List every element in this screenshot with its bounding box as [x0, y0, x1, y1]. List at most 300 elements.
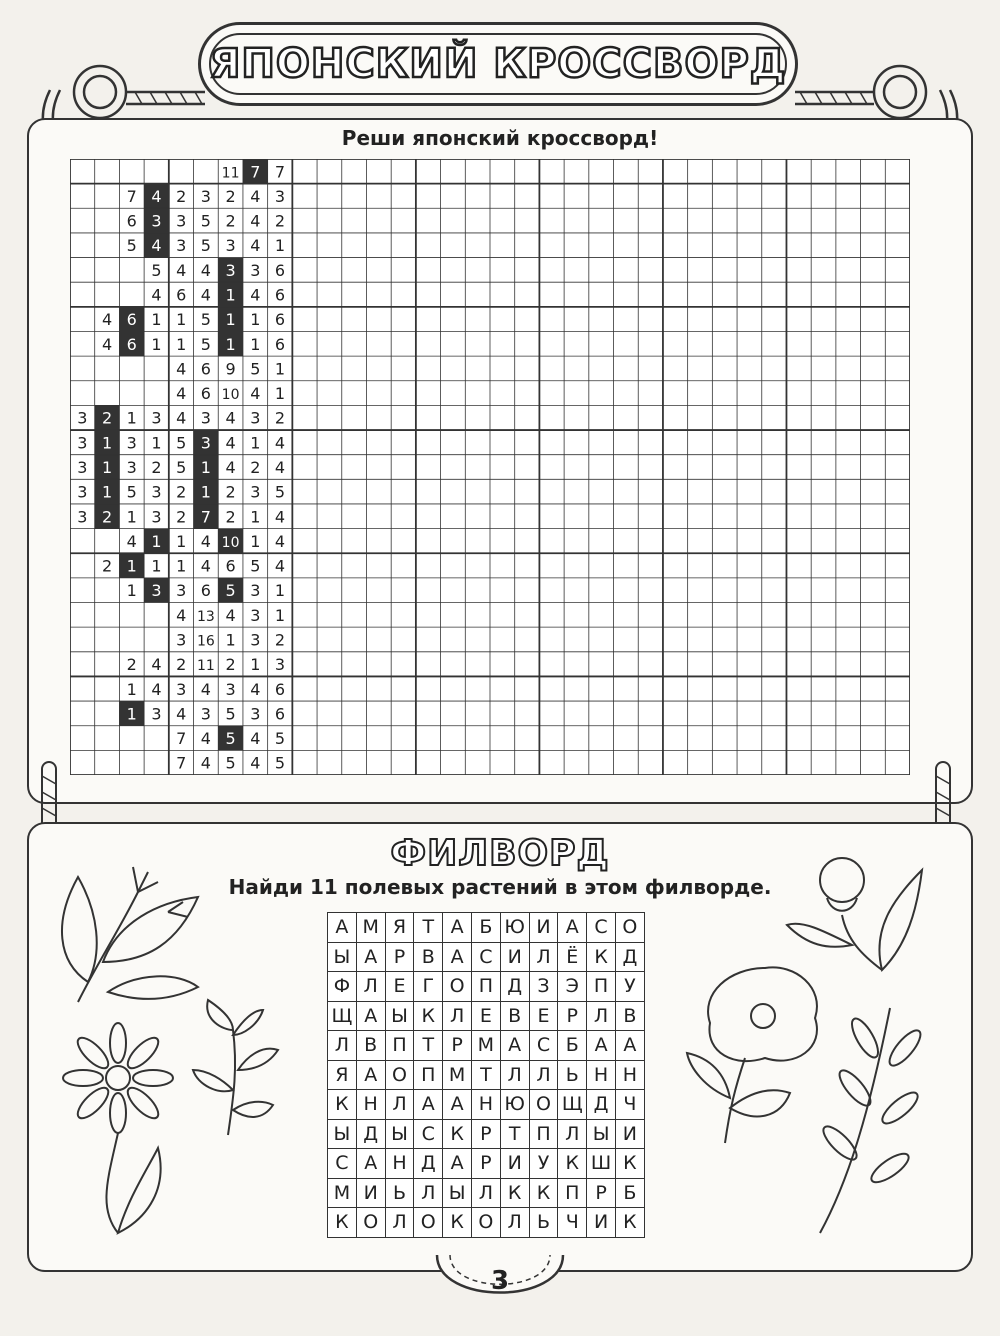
row-clue: [127, 433, 137, 452]
wordsearch-cell: И: [587, 1208, 616, 1238]
row-clue: [250, 507, 260, 526]
row-clue: [176, 310, 186, 329]
row-clue: [176, 384, 186, 403]
row-clue-text: 5: [225, 729, 236, 749]
row-clue-text: 4: [200, 260, 211, 280]
row-clue-text: 1: [274, 359, 286, 379]
wordsearch-row: [328, 913, 645, 943]
wordsearch-cell: В: [615, 1001, 644, 1031]
row-clue-text: 5: [225, 753, 236, 773]
wordsearch-cell: О: [615, 913, 644, 943]
row-clue-text: 4: [151, 655, 162, 675]
row-clue-text: 4: [274, 507, 286, 527]
row-clue: [275, 212, 285, 231]
row-clue-text: 3: [200, 408, 211, 428]
row-clue: [250, 212, 260, 231]
row-clue: [102, 310, 112, 329]
row-clue-text: 4: [176, 704, 187, 724]
row-clue-text: 5: [200, 236, 211, 256]
row-clue-text: 2: [126, 655, 137, 675]
row-clue-text: 2: [225, 507, 236, 527]
row-clue: [144, 578, 169, 603]
wordsearch-cell: Л: [471, 1178, 500, 1208]
wordsearch-cell: Ы: [328, 942, 357, 972]
wordsearch-grid: [327, 912, 645, 1238]
row-clue-text: 3: [250, 605, 261, 625]
row-clue-text: 5: [274, 482, 286, 502]
row-clue: [176, 581, 186, 600]
wordsearch-cell: С: [471, 942, 500, 972]
row-clue: [127, 458, 137, 477]
wordsearch-cell: Б: [558, 1031, 587, 1061]
row-clue: [225, 212, 235, 231]
row-clue-text: 1: [101, 482, 113, 502]
row-clue-text: 3: [200, 704, 211, 724]
wordsearch-cell: Т: [414, 913, 443, 943]
row-clue-text: 1: [126, 507, 137, 527]
row-clue: [250, 409, 260, 428]
row-clue: [176, 433, 186, 452]
wordsearch-cell: К: [615, 1149, 644, 1179]
row-clue-text: 1: [151, 334, 162, 354]
row-clue: [218, 331, 243, 356]
row-clue: [77, 409, 87, 428]
row-clue-text: 1: [126, 408, 137, 428]
row-clue-text: 1: [151, 433, 162, 453]
row-clue-text: 4: [250, 679, 261, 699]
row-clue: [77, 507, 87, 526]
row-clue: [176, 532, 186, 551]
row-clue: [225, 606, 235, 625]
row-clue-text: 4: [250, 236, 261, 256]
row-clue: [218, 307, 243, 332]
row-clue: [275, 630, 285, 649]
row-clue-text: 7: [200, 507, 211, 527]
wordsearch-cell: К: [500, 1178, 529, 1208]
row-clue: [176, 335, 186, 354]
row-clue-text: 5: [200, 310, 211, 330]
row-clue: [127, 680, 137, 699]
row-clue-text: 5: [200, 334, 211, 354]
row-clue-text: 3: [225, 236, 236, 256]
row-clue-text: 3: [77, 408, 88, 428]
row-clue: [218, 529, 243, 554]
row-clue-text: 2: [176, 186, 187, 206]
row-clue-text: 1: [126, 704, 137, 724]
row-clue: [119, 331, 144, 356]
wordsearch-cell: А: [443, 1149, 472, 1179]
row-clue: [176, 630, 186, 649]
wordsearch-cell: Б: [471, 913, 500, 943]
row-clue: [275, 680, 285, 699]
row-clue-text: 3: [200, 433, 211, 453]
row-clue: [250, 433, 260, 452]
wordsearch-cell: М: [443, 1060, 472, 1090]
row-clue-text: 1: [274, 605, 286, 625]
wordsearch-cell: И: [500, 942, 529, 972]
row-clue: [225, 655, 235, 674]
wordsearch-cell: Е: [385, 972, 414, 1002]
row-clue-text: 4: [101, 334, 113, 354]
row-clue-text: 4: [126, 531, 137, 551]
wordsearch-cell: А: [500, 1031, 529, 1061]
row-clue-text: 7: [176, 729, 187, 749]
wordsearch-cell: Щ: [328, 1001, 357, 1031]
row-clue: [225, 458, 235, 477]
wordsearch-row: [328, 1090, 645, 1120]
wordsearch-cell: Ь: [385, 1178, 414, 1208]
row-clue: [194, 479, 219, 504]
wordsearch-cell: А: [615, 1031, 644, 1061]
wordsearch-cell: Р: [443, 1031, 472, 1061]
wordsearch-cell: У: [615, 972, 644, 1002]
leafy-sprig-icon: [810, 998, 930, 1238]
row-clue: [144, 208, 169, 233]
row-clue-text: 1: [225, 334, 236, 354]
row-clue-text: 7: [176, 753, 187, 773]
row-clue-text: 6: [274, 679, 286, 699]
row-clue: [201, 359, 211, 378]
row-clue-text: 4: [176, 260, 187, 280]
wordsearch-row: [328, 1031, 645, 1061]
row-clue: [225, 507, 235, 526]
wordsearch-cell: Д: [587, 1090, 616, 1120]
row-clue-text: 3: [274, 186, 286, 206]
row-clue: [176, 507, 186, 526]
wordsearch-cell: О: [471, 1208, 500, 1238]
row-clue-text: 2: [151, 458, 162, 477]
wordsearch-cell: И: [356, 1178, 385, 1208]
row-clue-text: 1: [274, 384, 286, 404]
row-clue-text: 1: [176, 556, 187, 576]
row-clue-text: 16: [196, 633, 215, 650]
row-clue-text: 4: [250, 211, 261, 231]
row-clue-text: 4: [176, 384, 187, 404]
row-clue-text: 1: [151, 531, 162, 551]
row-clue: [77, 458, 87, 477]
row-clue: [127, 581, 137, 600]
row-clue: [201, 729, 211, 748]
row-clue: [151, 433, 161, 452]
row-clue-text: 2: [176, 507, 187, 527]
row-clue: [275, 532, 285, 551]
row-clue: [151, 310, 161, 329]
daisy-flower-icon: [58, 1018, 178, 1238]
row-clue-text: 2: [225, 655, 236, 675]
row-clue-text: 3: [151, 408, 162, 428]
row-clue-text: 5: [126, 482, 137, 502]
row-clue: [201, 754, 211, 773]
wordsearch-cell: Ы: [443, 1178, 472, 1208]
row-clue-text: 1: [200, 482, 211, 502]
row-clue-text: 3: [77, 482, 88, 502]
row-clue-text: 1: [225, 285, 236, 305]
row-clue: [77, 483, 87, 502]
row-clue-text: 5: [274, 729, 286, 749]
row-clue-text: 4: [274, 458, 286, 477]
row-clue: [176, 606, 186, 625]
row-clue: [218, 258, 243, 283]
row-clue-text: 6: [225, 556, 236, 576]
row-clue: [176, 212, 186, 231]
row-clue: [176, 704, 186, 723]
wordsearch-cell: Т: [414, 1031, 443, 1061]
row-clue-text: 3: [151, 704, 162, 724]
row-clue: [250, 754, 260, 773]
row-clue: [127, 409, 137, 428]
row-clue: [218, 282, 243, 307]
row-clue: [151, 557, 161, 576]
wordsearch-cell: О: [356, 1208, 385, 1238]
row-clue: [225, 433, 235, 452]
row-clue: [225, 754, 235, 773]
row-clue: [151, 458, 161, 477]
wordsearch-cell: Л: [529, 942, 558, 972]
wordsearch-cell: Ю: [500, 913, 529, 943]
wordsearch-cell: Л: [356, 972, 385, 1002]
row-clue: [176, 236, 186, 255]
row-clue-text: 10: [221, 534, 240, 551]
row-clue: [197, 658, 215, 674]
row-clue: [151, 335, 161, 354]
row-clue-text: 1: [250, 507, 261, 527]
wordsearch-cell: К: [414, 1001, 443, 1031]
row-clue-text: 4: [176, 408, 187, 428]
row-clue: [144, 184, 169, 209]
row-clue-text: 1: [176, 334, 187, 354]
wordsearch-cell: Ы: [328, 1119, 357, 1149]
row-clue-text: 6: [200, 384, 211, 404]
wordsearch-cell: Л: [529, 1060, 558, 1090]
row-clue-text: 4: [250, 729, 261, 749]
row-clue: [250, 187, 260, 206]
row-clue-text: 4: [176, 605, 187, 625]
wordsearch-cell: Щ: [558, 1090, 587, 1120]
row-clue-text: 4: [200, 729, 211, 749]
row-clue: [250, 236, 260, 255]
wordsearch-cell: А: [443, 1090, 472, 1120]
row-clue-text: 3: [176, 630, 187, 650]
row-clue: [95, 430, 120, 455]
row-clue-text: 5: [200, 211, 211, 231]
row-clue: [275, 409, 285, 428]
row-clue-text: 1: [274, 581, 286, 601]
wordsearch-cell: Я: [385, 913, 414, 943]
row-clue: [225, 630, 235, 649]
row-clue: [127, 655, 137, 674]
row-clue-text: 3: [151, 581, 162, 601]
wordsearch-cell: К: [587, 942, 616, 972]
wordsearch-cell: А: [356, 1001, 385, 1031]
row-clue-text: 3: [200, 186, 211, 206]
row-clue-text: 6: [200, 581, 211, 601]
wordsearch-row: [328, 1001, 645, 1031]
wordsearch-cell: П: [385, 1031, 414, 1061]
row-clue-text: 1: [101, 433, 113, 453]
row-clue-text: 5: [151, 260, 162, 280]
row-clue-text: 1: [250, 310, 261, 330]
row-clue-text: 5: [176, 433, 187, 453]
wordsearch-cell: М: [471, 1031, 500, 1061]
row-clue: [119, 701, 144, 726]
row-clue: [119, 307, 144, 332]
row-clue: [194, 455, 219, 480]
row-clue: [201, 187, 211, 206]
wordsearch-title: ФИЛВОРД: [390, 833, 610, 874]
row-clue-text: 2: [274, 408, 286, 428]
row-clue-text: 3: [176, 236, 187, 256]
wordsearch-cell: С: [414, 1119, 443, 1149]
row-clue: [275, 458, 285, 477]
row-clue-text: 7: [126, 186, 137, 206]
row-clue-text: 3: [151, 482, 162, 502]
row-clue: [225, 187, 235, 206]
row-clue: [151, 286, 161, 305]
row-clue: [225, 704, 235, 723]
row-clue: [102, 335, 112, 354]
wordsearch-row: [328, 1119, 645, 1149]
row-clue-text: 1: [250, 655, 261, 675]
column-clue-text: 7: [274, 162, 286, 182]
row-clue-text: 3: [225, 260, 236, 280]
row-clue: [250, 704, 260, 723]
row-clue-text: 4: [274, 531, 286, 551]
row-clue-text: 6: [126, 211, 137, 231]
wordsearch-cell: С: [529, 1031, 558, 1061]
row-clue-text: 6: [274, 704, 286, 724]
row-clue-text: 2: [225, 186, 236, 206]
row-clue: [250, 384, 260, 403]
wordsearch-cell: О: [385, 1060, 414, 1090]
row-clue: [127, 212, 137, 231]
wordsearch-cell: Я: [328, 1060, 357, 1090]
row-clue-text: 4: [151, 236, 162, 256]
row-clue-text: 2: [101, 408, 113, 428]
row-clue: [275, 433, 285, 452]
row-clue: [201, 557, 211, 576]
row-clue-text: 2: [101, 507, 113, 527]
wordsearch-cell: А: [356, 1149, 385, 1179]
row-clue: [275, 507, 285, 526]
wordsearch-row: [328, 1060, 645, 1090]
row-clue-text: 10: [221, 387, 240, 404]
row-clue-text: 4: [151, 285, 162, 305]
wordsearch-cell: Л: [328, 1031, 357, 1061]
wordsearch-cell: Е: [529, 1001, 558, 1031]
row-clue: [197, 633, 215, 649]
row-clue: [250, 532, 260, 551]
wordsearch-cell: Ф: [328, 972, 357, 1002]
column-clue-text: 7: [250, 162, 261, 182]
row-clue: [201, 212, 211, 231]
wordsearch-cell: В: [500, 1001, 529, 1031]
row-clue: [95, 504, 120, 529]
wordsearch-cell: Ч: [615, 1090, 644, 1120]
row-clue: [176, 557, 186, 576]
row-clue-text: 4: [101, 310, 113, 330]
row-clue: [250, 335, 260, 354]
row-clue: [127, 532, 137, 551]
row-clue: [275, 335, 285, 354]
wordsearch-cell: С: [328, 1149, 357, 1179]
row-clue-text: 4: [250, 384, 261, 404]
wordsearch-cell: Ы: [385, 1119, 414, 1149]
wordsearch-cell: Е: [471, 1001, 500, 1031]
row-clue: [151, 483, 161, 502]
row-clue: [225, 409, 235, 428]
row-clue: [194, 504, 219, 529]
row-clue: [151, 507, 161, 526]
wordsearch-cell: Ь: [529, 1208, 558, 1238]
row-clue-text: 6: [274, 260, 286, 280]
row-clue: [127, 483, 137, 502]
row-clue: [127, 236, 137, 255]
wordsearch-cell: М: [328, 1178, 357, 1208]
row-clue-text: 4: [200, 531, 211, 551]
row-clue: [144, 529, 169, 554]
row-clue-text: 1: [151, 310, 162, 330]
row-clue-text: 1: [274, 236, 286, 256]
wordsearch-row: [328, 972, 645, 1002]
row-clue-text: 4: [151, 679, 162, 699]
row-clue: [275, 581, 285, 600]
row-clue-text: 1: [126, 556, 137, 576]
wordsearch-cell: К: [328, 1090, 357, 1120]
row-clue-text: 4: [225, 605, 236, 625]
wordsearch-cell: А: [443, 942, 472, 972]
row-clue-text: 4: [151, 186, 162, 206]
row-clue: [151, 409, 161, 428]
row-clue: [176, 729, 186, 748]
wordsearch-cell: Б: [615, 1178, 644, 1208]
row-clue: [176, 261, 186, 280]
column-clue-text: 11: [221, 165, 240, 182]
row-clue: [201, 704, 211, 723]
row-clue: [95, 479, 120, 504]
row-clue-text: 4: [274, 556, 286, 576]
row-clue-text: 2: [176, 655, 187, 675]
nonogram-svg: [70, 159, 910, 775]
page-number: 3: [490, 1266, 510, 1296]
row-clue: [201, 335, 211, 354]
wordsearch-cell: И: [500, 1149, 529, 1179]
row-clue: [275, 261, 285, 280]
row-clue: [275, 557, 285, 576]
row-clue-text: 3: [176, 679, 187, 699]
wordsearch-cell: К: [328, 1208, 357, 1238]
wordsearch-cell: П: [471, 972, 500, 1002]
row-clue: [275, 187, 285, 206]
row-clue: [250, 286, 260, 305]
row-clue: [176, 187, 186, 206]
wordsearch-cell: К: [529, 1178, 558, 1208]
row-clue: [151, 261, 161, 280]
wordsearch-cell: К: [615, 1208, 644, 1238]
row-clue-text: 3: [126, 433, 137, 453]
row-clue-text: 3: [250, 482, 261, 502]
wordsearch-cell: А: [587, 1031, 616, 1061]
wordsearch-cell: Н: [385, 1149, 414, 1179]
wordsearch-row: [328, 1149, 645, 1179]
row-clue-text: 1: [250, 531, 261, 551]
row-clue: [218, 578, 243, 603]
column-clue: [243, 159, 268, 184]
row-clue: [127, 507, 137, 526]
wordsearch-cell: Ч: [558, 1208, 587, 1238]
row-clue: [176, 458, 186, 477]
wordsearch-cell: Л: [443, 1001, 472, 1031]
row-clue: [194, 430, 219, 455]
